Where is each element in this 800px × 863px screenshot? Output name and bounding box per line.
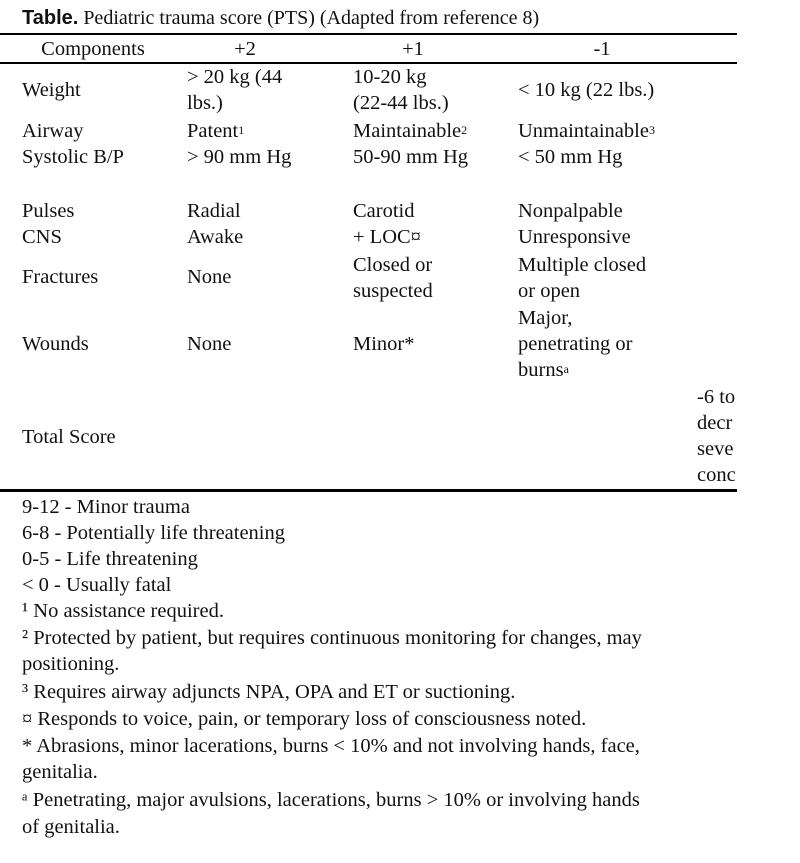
row-fractures-plus1-line1: Closed or	[353, 254, 433, 276]
header-plus2: +2	[234, 38, 256, 60]
row-weight-plus1-line2: (22-44 lbs.)	[353, 92, 449, 114]
row-pulses-plus1: Carotid	[353, 200, 415, 222]
row-bp-label: Systolic B/P	[22, 146, 124, 168]
row-bp-plus2: > 90 mm Hg	[187, 146, 292, 168]
row-total-label: Total Score	[22, 426, 116, 448]
row-cns-plus2: Awake	[187, 226, 244, 248]
footnote-line: of genitalia.	[22, 816, 120, 838]
footnote-line: ² Protected by patient, but requires continuous monitoring for changes, may	[22, 627, 642, 649]
bottom-rule	[0, 489, 737, 492]
table-title-text: Pediatric trauma score (PTS) (Adapted from reference 8)	[78, 7, 540, 29]
footnote-line: ᵃ Penetrating, major avulsions, lacerations, burns > 10% or involving hands	[22, 789, 640, 811]
footnote-line: ¤ Responds to voice, pain, or temporary loss of consciousness noted.	[22, 708, 587, 730]
header-plus1: +1	[402, 38, 424, 60]
row-bp-minus1: < 50 mm Hg	[518, 146, 623, 168]
row-weight-label: Weight	[22, 79, 81, 101]
table-title	[22, 6, 539, 30]
row-wounds-minus1-line1: Major,	[518, 307, 573, 329]
row-wounds-plus1: Minor*	[353, 333, 415, 355]
row-airway-plus2: Patent$^1$	[187, 120, 245, 142]
row-total-note-line1: -6 to	[697, 386, 736, 408]
row-airway-label: Airway	[22, 120, 84, 142]
footnote-line: 9-12 - Minor trauma	[22, 496, 190, 518]
footnote-line: genitalia.	[22, 761, 98, 783]
header-components: Components	[41, 38, 145, 60]
footnote-line: < 0 - Usually fatal	[22, 574, 172, 596]
row-fractures-plus1-line2: suspected	[353, 280, 433, 302]
row-pulses-minus1: Nonpalpable	[518, 200, 623, 222]
row-weight-plus1-line1: 10-20 kg	[353, 66, 427, 88]
footnote-line: positioning.	[22, 653, 120, 675]
row-cns-plus1: + LOC¤	[353, 226, 421, 248]
row-wounds-minus1-line3: burns$^a$	[518, 359, 569, 381]
row-fractures-label: Fractures	[22, 266, 99, 288]
row-total-note-line3: seve	[697, 438, 734, 460]
row-pulses-plus2: Radial	[187, 200, 241, 222]
row-weight-plus2-line2: lbs.)	[187, 92, 223, 114]
row-wounds-plus2: None	[187, 333, 232, 355]
row-cns-label: CNS	[22, 226, 62, 248]
footnote-line: ¹ No assistance required.	[22, 600, 224, 622]
row-weight-plus2-line1: > 20 kg (44	[187, 66, 283, 88]
row-wounds-minus1-line2: penetrating or	[518, 333, 633, 355]
row-cns-minus1: Unresponsive	[518, 226, 631, 248]
row-pulses-label: Pulses	[22, 200, 75, 222]
row-fractures-minus1-line2: or open	[518, 280, 581, 302]
row-total-note-line4: conc	[697, 464, 736, 486]
footnote-line: * Abrasions, minor lacerations, burns < 10% and not involving hands, face,	[22, 735, 640, 757]
row-fractures-minus1-line1: Multiple closed	[518, 254, 647, 276]
row-weight-minus1: < 10 kg (22 lbs.)	[518, 79, 655, 101]
footnote-line: 0-5 - Life threatening	[22, 548, 198, 570]
row-fractures-plus2: None	[187, 266, 232, 288]
top-rule	[0, 33, 737, 35]
table-title-lead: Table.	[22, 7, 79, 29]
footnote-line: ³ Requires airway adjuncts NPA, OPA and ET or suctioning.	[22, 681, 516, 703]
row-wounds-label: Wounds	[22, 333, 89, 355]
row-total-note-line2: decr	[697, 412, 733, 434]
row-bp-plus1: 50-90 mm Hg	[353, 146, 469, 168]
row-airway-minus1: Unmaintainable$^3$	[518, 120, 655, 142]
row-airway-plus1: Maintainable$^2$	[353, 120, 468, 142]
header-minus1: -1	[593, 38, 611, 60]
footnote-line: 6-8 - Potentially life threatening	[22, 522, 286, 544]
